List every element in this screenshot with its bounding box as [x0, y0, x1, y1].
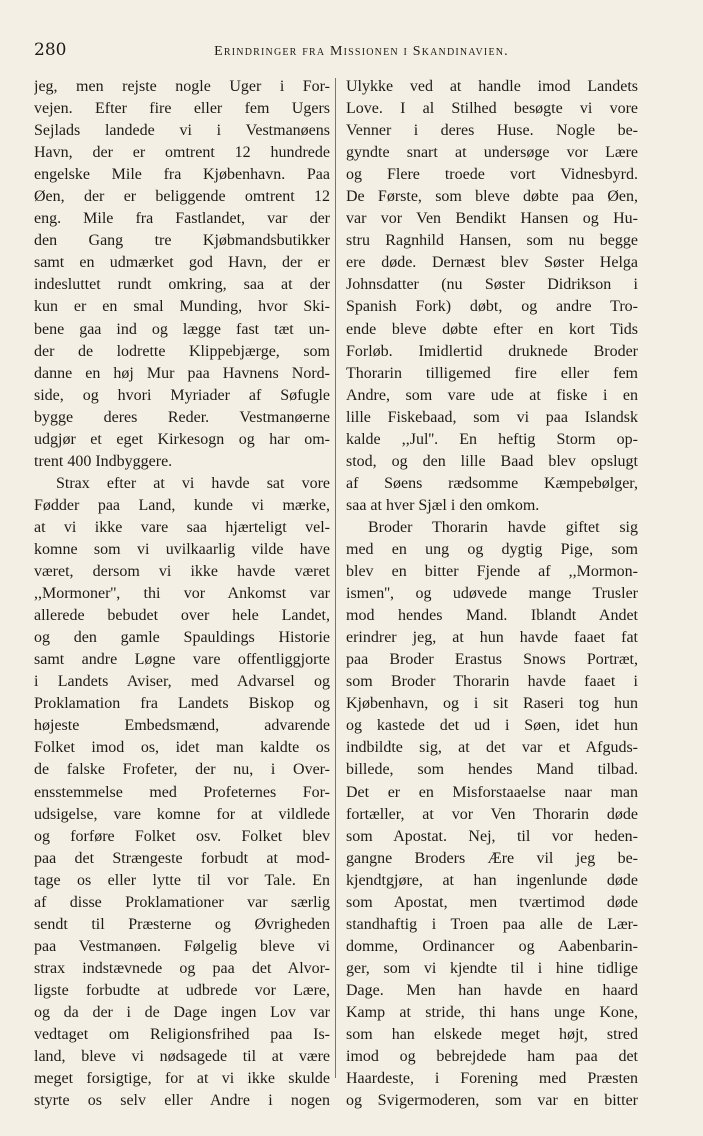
text-line: som Broder Thorarin havde faaet i — [346, 673, 638, 691]
text-line: trent 400 Indbyggere. — [34, 452, 173, 470]
text-line: paa det Strængeste forbudt at mod- — [34, 849, 330, 867]
text-line: Venner i deres Huse. Nogle be- — [346, 122, 638, 140]
text-line: i Landets Aviser, med Advarsel og — [34, 673, 330, 691]
text-line: Øen, der er beliggende omtrent 12 — [34, 188, 330, 206]
text-line: Broder Thorarin havde giftet sig — [368, 518, 638, 536]
text-line: imod og bebrejdede ham paa det — [346, 1048, 638, 1066]
text-line: Folket imod os, idet man kaldte os — [34, 739, 330, 757]
right-column — [346, 76, 638, 1112]
text-line: fortæller, at vor Ven Thorarin døde — [346, 805, 638, 823]
text-line: Strax efter at vi havde sat vore — [56, 474, 330, 492]
text-line: engelske Mile fra Kjøbenhavn. Paa — [34, 166, 330, 184]
text-line: som Apostat. Nej, til vor heden- — [346, 827, 638, 845]
text-line: været, dersom vi ikke havde været — [34, 563, 330, 581]
text-line: kalde ,,Jul''. En heftig Storm op- — [346, 430, 638, 448]
text-line: tage os eller lytte til vor Tale. En — [34, 871, 330, 889]
column-divider — [335, 78, 336, 1078]
text-line: allerede bebudet over hele Landet, — [34, 607, 330, 625]
text-line: meget forsigtige, for at vi ikke skulde — [34, 1070, 330, 1088]
text-line: udsigelse, vare komne for at vildlede — [34, 805, 330, 823]
text-line: gangne Broders Ære vil jeg be- — [346, 849, 638, 867]
text-line: Thorarin tilligemed fire eller fem — [346, 364, 638, 382]
text-line: De Første, som bleve døbte paa Øen, — [346, 188, 638, 206]
text-line: lille Fiskebaad, som vi paa Islandsk — [346, 408, 638, 426]
text-line: Spanish Fork) døbt, og andre Tro- — [346, 298, 638, 316]
text-line: og kastede det ud i Søen, idet hun — [346, 717, 638, 735]
text-line: Andre, som vare ude at fiske i en — [346, 386, 638, 404]
text-line: bene gaa ind og lægge fast tæt un- — [34, 320, 330, 338]
text-line: mod hendes Mand. Iblandt Andet — [346, 607, 638, 625]
text-line: erindrer jeg, at hun havde faaet fat — [346, 629, 638, 647]
text-line: eng. Mile fra Fastlandet, var der — [34, 210, 330, 228]
text-line: og Svigermoderen, som var en bitter — [346, 1092, 638, 1110]
text-line: Ulykke ved at handle imod Landets — [346, 78, 638, 95]
text-line: som han elskede meget højt, stred — [346, 1026, 638, 1044]
text-line: ,,Mormoner'', thi vor Ankomst var — [34, 585, 330, 603]
page-header — [34, 40, 669, 64]
text-line: af Søens rædsomme Kæmpebølger, — [346, 474, 638, 492]
text-line: blev en bitter Fjende af ,,Mormon- — [346, 563, 638, 581]
text-line: vejen. Efter fire eller fem Ugers — [34, 100, 330, 118]
text-line: ensstemmelse med Profeternes For- — [34, 783, 330, 801]
text-line: kjendtgjøre, at han ingenlunde døde — [346, 871, 638, 889]
text-line: stod, og den lille Baad blev opslugt — [346, 452, 638, 470]
text-line: Forløb. Imidlertid druknede Broder — [346, 342, 638, 360]
text-line: Haardeste, i Forening med Præsten — [346, 1070, 638, 1088]
page-number: 280 — [34, 40, 67, 60]
text-line: samt en udmærket god Havn, der er — [34, 254, 330, 272]
text-line: billede, som hendes Mand tilbad. — [346, 761, 638, 779]
text-line: paa Broder Erastus Snows Portræt, — [346, 651, 638, 669]
text-line: danne en høj Mur paa Havnens Nord- — [34, 364, 330, 382]
text-line: jeg, men rejste nogle Uger i For- — [34, 78, 330, 95]
text-line: Havn, der er omtrent 12 hundrede — [34, 144, 330, 162]
text-line: land, bleve vi nødsagede til at være — [34, 1048, 330, 1066]
text-line: den Gang tre Kjøbmandsbutikker — [34, 232, 330, 250]
text-line: var vor Ven Bendikt Hansen og Hu- — [346, 210, 638, 228]
text-line: at vi ikke vare saa hjærteligt vel- — [34, 518, 330, 536]
text-line: indesluttet rundt omkring, saa at der — [34, 276, 330, 294]
text-line: stru Ragnhild Hansen, som nu begge — [346, 232, 638, 250]
running-title: Erindringer fra Missionen i Skandinavien. — [214, 44, 509, 59]
text-line: af disse Proklamationer var særlig — [34, 893, 330, 911]
text-line: styrte os selv eller Andre i nogen — [34, 1092, 330, 1110]
text-line: ismen'', og udøvede mange Trusler — [346, 585, 638, 603]
text-line: indbildte sig, at det var et Afguds- — [346, 739, 638, 757]
text-line: højeste Embedsmænd, advarende — [34, 717, 330, 735]
text-line: strax indstævnede og paa det Alvor- — [34, 959, 330, 977]
text-line: ende bleve døbte efter en kort Tids — [346, 320, 638, 338]
text-line: saa at hver Sjæl i den omkom. — [346, 496, 540, 514]
text-line: Proklamation fra Landets Biskop og — [34, 695, 330, 713]
left-column — [34, 76, 330, 1112]
text-line: kun er en smal Munding, hvor Ski- — [34, 298, 330, 316]
text-line: side, og hvori Myriader af Søfugle — [34, 386, 330, 404]
text-line: gyndte snart at undersøge vor Lære — [346, 144, 638, 162]
text-line: der de lodrette Klippebjærge, som — [34, 342, 330, 360]
text-line: og da der i de Dage ingen Lov var — [34, 1003, 330, 1021]
text-line: som Apostat, men tværtimod døde — [346, 893, 638, 911]
text-line: Johnsdatter (nu Søster Didrikson i — [346, 276, 638, 294]
text-line: Dage. Men han havde en haard — [346, 981, 638, 999]
text-line: vedtaget om Religionsfrihed paa Is- — [34, 1026, 330, 1044]
text-line: Kjøbenhavn, og i sit Raseri tog hun — [346, 695, 638, 713]
text-line: de falske Frofeter, der nu, i Over- — [34, 761, 330, 779]
text-line: Fødder paa Land, kunde vi mærke, — [34, 496, 330, 514]
text-line: Kamp at stride, thi hans unge Kone, — [346, 1003, 638, 1021]
text-line: udgjør et eget Kirkesogn og har om- — [34, 430, 330, 448]
text-line: komne som vi uvilkaarlig vilde have — [34, 540, 330, 558]
text-line: med en ung og dygtig Pige, som — [346, 540, 638, 558]
text-line: Sejlads landede vi i Vestmanøens — [34, 122, 330, 140]
text-line: sendt til Præsterne og Øvrigheden — [34, 915, 330, 933]
text-line: paa Vestmanøen. Følgelig bleve vi — [34, 937, 330, 955]
text-line: og den gamle Spauldings Historie — [34, 629, 330, 647]
text-line: og Flere troede vort Vidnesbyrd. — [346, 166, 638, 184]
text-line: Love. I al Stilhed besøgte vi vore — [346, 100, 638, 118]
text-line: samt andre Løgne vare offentliggjorte — [34, 651, 330, 669]
text-line: Det er en Misforstaaelse naar man — [346, 783, 638, 801]
text-line: ere døde. Dernæst blev Søster Helga — [346, 254, 638, 272]
text-line: standhaftig i Troen paa alle de Lær- — [346, 915, 638, 933]
text-line: ligste forbudte at udbrede vor Lære, — [34, 981, 330, 999]
text-line: ger, som vi kjendte til i hine tidlige — [346, 959, 638, 977]
text-line: og forføre Folket osv. Folket blev — [34, 827, 330, 845]
text-line: bygge deres Reder. Vestmanøerne — [34, 408, 330, 426]
text-line: domme, Ordinancer og Aabenbarin- — [346, 937, 638, 955]
